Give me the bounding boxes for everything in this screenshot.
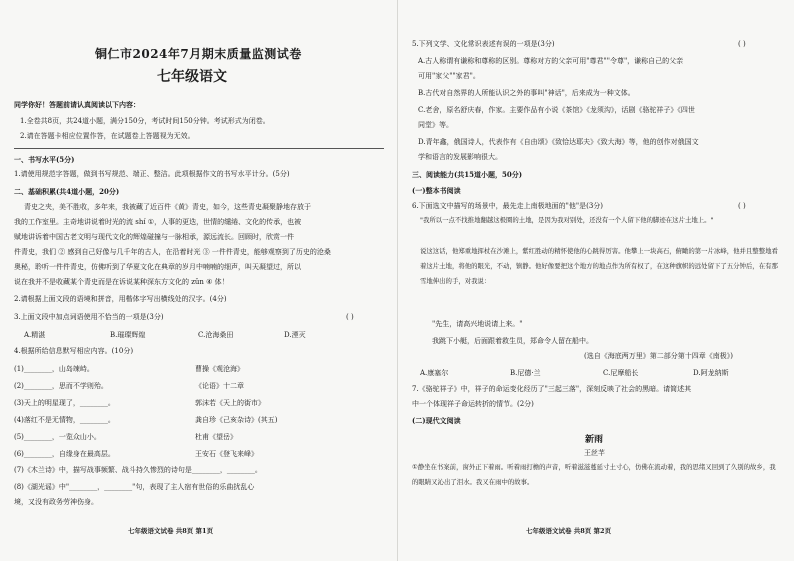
q4-item-1-blank: (1)________，山岛竦峙。 xyxy=(14,365,94,373)
section-1-title: 一、书写水平(5分) xyxy=(14,155,75,164)
q6-excerpt-para-1: "我所以一点不找推地翻越这极圈的土地，是因为我对别处，还没有一个人留下他的脚迹在这片土地上。" xyxy=(420,216,714,224)
q5-option-d-line-2: 学和语言的发展影响很大。 xyxy=(418,153,502,161)
q5-option-c-line-2: 同堂》等。 xyxy=(418,121,453,129)
section-2-title: 二、基础积累(共4道小题，20分) xyxy=(14,187,120,196)
q6-option-b: B.尼德·兰 xyxy=(510,369,541,377)
q6-excerpt-quote: "先生，请高兴地说请上来。" xyxy=(432,320,523,328)
q4-item-1-source: 曹操《观沧海》 xyxy=(195,365,244,373)
divider-line xyxy=(14,148,384,149)
passage-line-4: 件青史，我们 ② 感到自己好像与几千年的古人，在沿着时光 ③ 一件件青史，能够观察到了历史的沧桑 xyxy=(14,248,331,256)
page-footer-1: 七年级语文试卷 共8页 第1页 xyxy=(128,527,214,535)
exam-title: 铜仁市2024年7月期末质量监测试卷 xyxy=(95,47,302,61)
q5-option-d-line-1: D.青年鑫，俄国诗人，代表作有《自由颂》《致恰达耶夫》《致大海》等，他的创作对俄国文 xyxy=(418,138,699,146)
q3-option-b: B.璀璨辉煌 xyxy=(110,331,146,339)
story-title: 新雨 xyxy=(585,435,604,445)
question-4: 4.根据所给信息默写相应内容。(10分) xyxy=(14,347,134,355)
q6-option-c: C.尼摩船长 xyxy=(603,369,639,377)
passage-line-6: 说在我并不是收藏某个青史而是在诉说某种深东方文化的 zǔn ④ 体！ xyxy=(14,278,229,286)
q4-item-4-source: 龚自珍《己亥杂诗》(其五) xyxy=(195,416,278,424)
q6-excerpt-after: 我跳下小艇，后面跟着救生员，郑命令人留在船中。 xyxy=(432,337,593,345)
q4-item-7: (7)《木兰诗》中，描写战事频繁、战斗持久惨烈的诗句是________，________。 xyxy=(14,466,262,474)
section-3-title: 三、阅读能力(共15道小题，50分) xyxy=(412,170,523,179)
q5-option-a-line-2: 可用"家父""家君"。 xyxy=(418,72,480,80)
greeting: 同学你好！答题前请认真阅读以下内容： xyxy=(14,100,140,109)
q4-item-2-blank: (2)________，思而不学则殆。 xyxy=(14,382,108,390)
story-paragraph-1: ①静坐在书案前，窗外正下着雨。听着雨打檐的声音，听着滋滋蔓延寸土寸心，仿佛在流动着，我的思绪又回到了久别的故乡，我的眼睛又沁出了泪水。我又在雨中的故事。 xyxy=(412,463,776,486)
story-author: 王丝芊 xyxy=(584,449,605,457)
q5-option-a-line-1: A.古人称谓有谦称和尊称的区别。尊称对方的父亲可用"尊君""令尊"，谦称自己的父亲 xyxy=(418,57,684,65)
q4-item-6-blank: (6)________，自缘身在最高层。 xyxy=(14,450,115,458)
q3-option-a: A.精湛 xyxy=(24,331,46,339)
q5-option-b: B.古代对自然界的人所能认识之外的事叫"神话"，后来成为一种文体。 xyxy=(418,89,635,97)
q4-item-2-source: 《论语》十二章 xyxy=(195,382,244,390)
question-6-answer-paren: ( ) xyxy=(738,202,746,210)
q3-option-c: C.沧海桑田 xyxy=(198,331,234,339)
exam-subtitle: 七年级语文 xyxy=(157,69,227,85)
question-3-answer-paren: ( ) xyxy=(346,313,354,321)
instruction-2: 2.请在答题卡相应位置作答，在试题卷上答题视为无效。 xyxy=(20,132,195,140)
question-7-line-1: 7.《骆驼祥子》中，祥子的命运变化经历了"三起三落"，深刻反映了社会的黑暗。请简述其 xyxy=(412,385,692,393)
q4-item-6-source: 王安石《登飞来峰》 xyxy=(195,450,258,458)
question-6: 6.下面选文中描写的场景中，最先走上南极地面的"他"是(3分) xyxy=(412,202,604,210)
q3-option-d: D.湮灭 xyxy=(284,331,306,339)
q4-item-8-line-2: 境，又没有政务劳神伤身。 xyxy=(14,498,98,506)
question-2: 2.请根据上面文段的语境和拼音，用楷体字写出横线处的汉字。(4分) xyxy=(14,295,227,303)
q6-excerpt-para-2: 说这这话，他郑重地挥杖在沙滩上，紫红胜动的精怀使他的心跳得厉害。他攀上一块高石，俯瞰的第一片冰峰，他并且整整地看着这片土地，将他的眼光，不动，镇静。他好像要把这个地方的地点作为所有权了，在这种旗帜的远处留下了五分钟后，在有那雪地伸出的手，对我说： xyxy=(420,247,778,285)
question-5-answer-paren: ( ) xyxy=(738,40,746,48)
instruction-1: 1.全卷共8页，共24道小题，满分150分，考试时间150分钟。考试形式为闭卷。 xyxy=(20,117,270,125)
question-1: 1.请使用规范字答题，做到书写规范、端正、整洁。此项根据作文的书写水平计分。(5分) xyxy=(14,170,290,178)
subsection-1-title: (一)整本书阅读 xyxy=(412,186,461,195)
q4-item-5-blank: (5)________，一览众山小。 xyxy=(14,433,101,441)
q4-item-8-line-1: (8)《湖光谣》中"________，________"句，表现了主人宿有世俗的乐曲扰乱心 xyxy=(14,483,255,491)
passage-line-1: 青史之夹，美不胜收，多年来，我被藏了近百件《黄》青史，如今，这些青史凝聚静地存放于 xyxy=(24,203,311,211)
question-3: 3.上面文段中加点词语使用不恰当的一项是(3分) xyxy=(14,313,164,321)
passage-line-3: 赋地讲诉着中国古老文明与现代文化的辉煌碰撞与一脉相承，源远流长。回顾时，欣赏一件 xyxy=(14,233,294,241)
q4-item-3-blank: (3)天上的明星现了，________。 xyxy=(14,399,115,407)
q6-option-d: D.阿龙纳斯 xyxy=(693,369,729,377)
passage-line-5: 奥秘，聆听一件件青史，仿佛听到了华夏文化在典章的岁月中喃喃的细声，叫天凝望过，所以 xyxy=(14,263,301,271)
subsection-2-title: (二)现代文阅读 xyxy=(412,416,461,425)
exam-page-2 xyxy=(397,0,794,561)
q4-item-5-source: 杜甫《望岳》 xyxy=(195,433,237,441)
q5-option-c-line-1: C.老舍，原名舒庆春，作家。主要作品有小说《茶馆》《龙须沟》，话剧《骆驼祥子》《四世 xyxy=(418,106,695,114)
q6-option-a: A.康塞尔 xyxy=(420,369,449,377)
passage-line-2: 我的工作室里。主奇地讲说着时光的流 shí ①，人事的更迭，世情的缱绻、文化的传承，也被 xyxy=(14,218,302,226)
page-footer-2: 七年级语文试卷 共8页 第2页 xyxy=(526,527,612,535)
question-5: 5.下列文学、文化常识表述有误的一项是(3分) xyxy=(412,40,555,48)
question-7-line-2: 中一个体现祥子命运转折的情节。(2分) xyxy=(412,400,534,408)
q4-item-3-source: 郭沫若《天上的街市》 xyxy=(195,399,265,407)
q4-item-4-blank: (4)落红不是无情物，________。 xyxy=(14,416,115,424)
q6-excerpt-source: (选自《海底两万里》第二部分第十四章《南极》) xyxy=(584,352,733,360)
